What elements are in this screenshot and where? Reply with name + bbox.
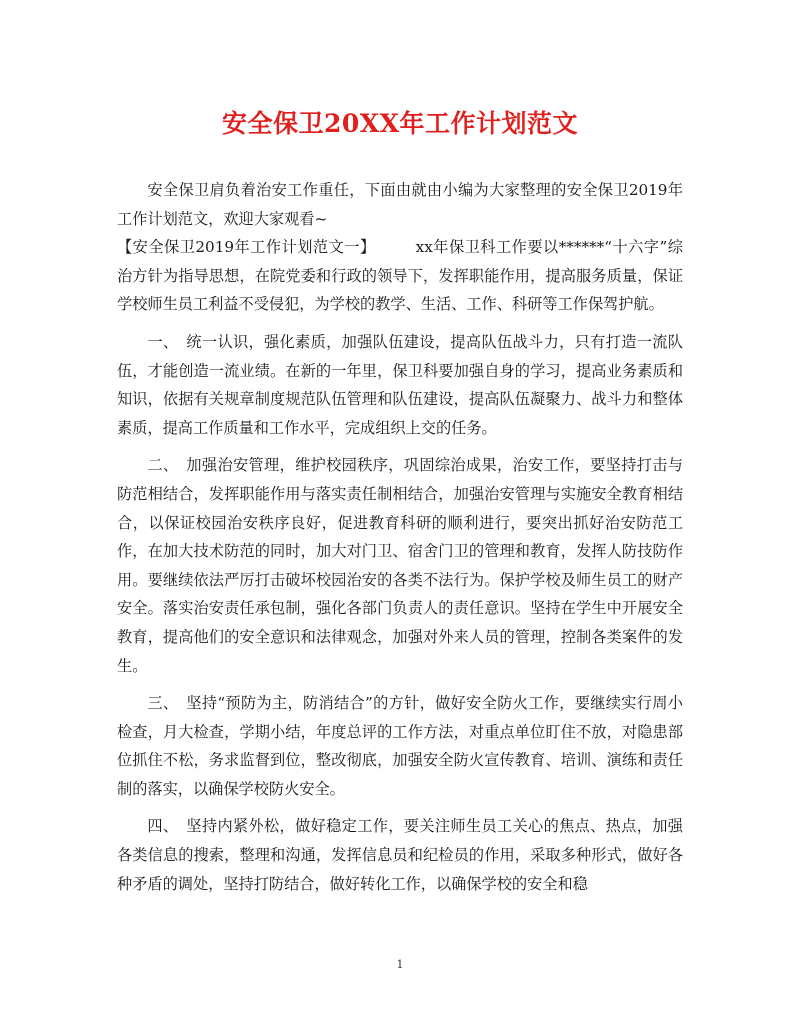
document-title: 安全保卫20XX年工作计划范文 xyxy=(221,109,579,138)
section-heading: 【安全保卫2019年工作计划范文一】 xyxy=(117,238,376,257)
paragraph-3: 三、 坚持“预防为主，防消结合”的方针，做好安全防火工作，要继续实行周小检查，月大检查，学期小结，年度总评的工作方法，对重点单位盯住不放，对隐患部位抓住不松，务求监督到位，整改彻底，加强安全防火宣传教育、培训、演练和责任制的落实，以确保学校防火安全。 xyxy=(117,694,683,798)
paragraph-4: 四、 坚持内紧外松，做好稳定工作，要关注师生员工关心的焦点、热点，加强各类信息的搜索，整理和沟通，发挥信息员和纪检员的作用，采取多种形式，做好各种矛盾的调处，坚持打防结合，做好转化工作，以确保学校的安全和稳 xyxy=(117,817,683,893)
paragraph-2: 二、 加强治安管理，维护校园秩序，巩固综治成果，治安工作，要坚持打击与防范相结合，发挥职能作用与落实责任制相结合，加强治安管理与实施安全教育相结合，以保证校园治安秩序良好，促进教育科研的顺利进行，要突出抓好治安防范工作，在加大技术防范的同时，加大对门卫、宿舍门卫的管理和教育，发挥人防技防作用。要继续依法严厉打击破坏校园治安的各类不法行为。保护学校及师生员工的财产安全。落实治安责任承包制，强化各部门负责人的责任意识。坚持在学生中开展安全教育，提高他们的安全意识和法律观念，加强对外来人员的管理，控制各类案件的发生。 xyxy=(117,456,683,675)
paragraph-1: 一、 统一认识，强化素质，加强队伍建设，提高队伍战斗力，只有打造一流队伍，才能创造一流业绩。在新的一年里，保卫科要加强自身的学习，提高业务素质和知识，依据有关规章制度规范队伍管理和队伍建设，提高队伍凝聚力、战斗力和整体素质，提高工作质量和工作水平，完成组织上交的任务。 xyxy=(117,332,683,437)
intro-paragraph: 安全保卫肩负着治安工作重任，下面由就由小编为大家整理的安全保卫2019年工作计划范文，欢迎大家观看~ xyxy=(117,181,683,228)
page-number: 1 xyxy=(396,958,404,971)
document-body xyxy=(117,176,683,898)
section-paragraph xyxy=(117,233,683,319)
section-opening: xx年保卫科工作要以******“十六字”综治方针为指导思想，在院党委和行政的领导下，发挥职能作用，提高服务质量，保证学校师生员工利益不受侵犯，为学校的教学、生活、工作、科研等工作保驾护航。 xyxy=(117,238,683,314)
